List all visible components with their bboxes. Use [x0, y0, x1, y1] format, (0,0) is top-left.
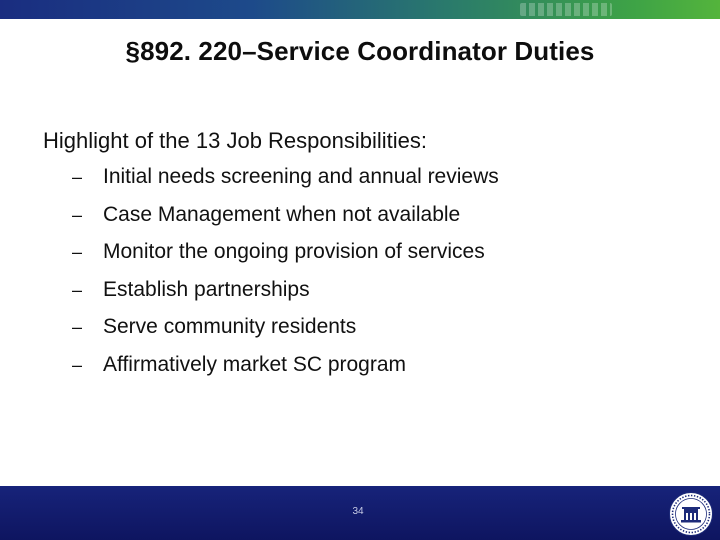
bullet-text: Initial needs screening and annual reviews: [103, 165, 499, 188]
bullet-text: Establish partnerships: [103, 277, 310, 301]
bullet-marker: –: [72, 204, 83, 225]
bullet-item: [72, 315, 499, 353]
bullet-item: [72, 353, 499, 391]
bullet-marker: –: [72, 354, 83, 375]
bullet-marker: –: [72, 167, 83, 187]
page-number: 34: [352, 506, 364, 517]
slide-title: §892. 220–Service Coordinator Duties: [125, 36, 595, 66]
bullet-item: [72, 165, 499, 203]
bullet-marker: –: [72, 317, 83, 337]
bullet-text: Affirmatively market SC program: [103, 352, 407, 376]
bullet-text: Monitor the ongoing provision of services: [103, 240, 485, 263]
bullet-marker: –: [72, 279, 83, 300]
bullet-text: Serve community residents: [103, 315, 357, 338]
bullet-text: Case Management when not available: [103, 202, 461, 226]
banner-decoration: [520, 3, 612, 16]
bullet-item: [72, 240, 499, 278]
hud-seal-icon: [668, 491, 714, 537]
top-banner: [0, 0, 720, 19]
bullet-item: [72, 203, 499, 241]
bullet-list: [72, 165, 499, 390]
bullet-marker: –: [72, 242, 83, 262]
intro-text: Highlight of the 13 Job Responsibilities:: [43, 128, 428, 153]
bullet-item: [72, 278, 499, 316]
